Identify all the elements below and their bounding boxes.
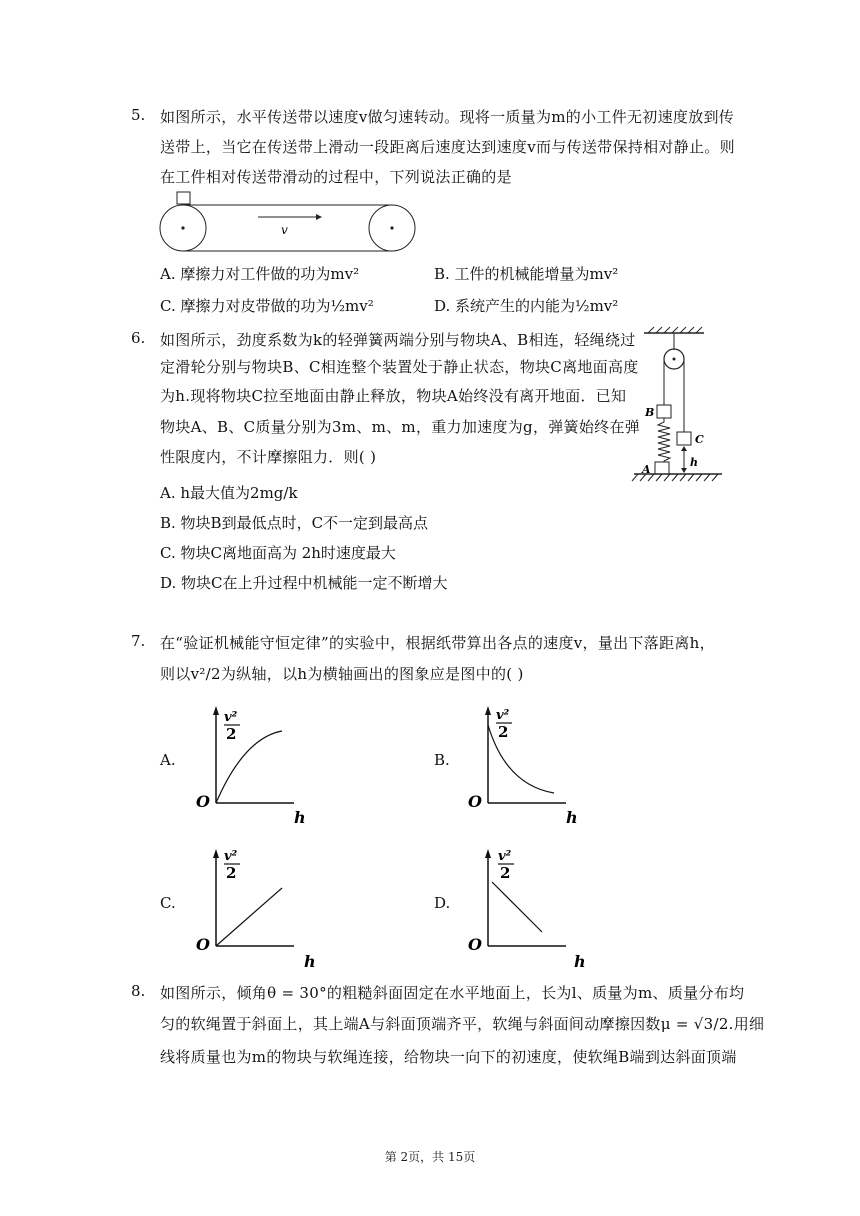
block-c [677, 432, 691, 445]
q6-option-b: B. 物块B到最低点时，C不一定到最高点 [160, 514, 429, 532]
q6-number: 6. [131, 329, 146, 347]
q5-number: 5. [131, 106, 146, 124]
svg-text:v²: v² [224, 710, 238, 725]
q7-graph-c-label: C. [160, 894, 176, 912]
svg-text:2: 2 [226, 725, 237, 743]
svg-text:v²: v² [498, 849, 512, 864]
q7-line-2: 则以v²/2为纵轴，以h为横轴画出的图象应是图中的( ) [160, 665, 524, 683]
q8-number: 8. [131, 982, 146, 1000]
block-b [657, 405, 671, 418]
svg-text:h: h [690, 456, 698, 469]
q5-option-b: B. 工件的机械能增量为mv² [434, 265, 619, 283]
q5-option-a: A. 摩擦力对工件做的功为mv² [160, 265, 360, 283]
q5-option-d: D. 系统产生的内能为½mv² [434, 297, 619, 315]
svg-text:h: h [294, 808, 306, 827]
q6-line-3: 为h.现将物块C拉至地面由静止释放，物块A始终没有离开地面．已知 [160, 387, 627, 405]
q6-option-c: C. 物块C离地面高为 2h时速度最大 [160, 544, 396, 562]
line-linear-rising [216, 888, 282, 946]
svg-text:O: O [196, 792, 210, 811]
line-linear-falling [492, 882, 542, 932]
svg-text:v²: v² [224, 849, 238, 864]
pulley-spring-figure [632, 326, 724, 490]
q7-line-1: 在“验证机械能守恒定律”的实验中，根据纸带算出各点的速度v，量出下落距离h， [160, 634, 715, 652]
svg-text:C: C [695, 433, 704, 446]
q8-line-2: 匀的软绳置于斜面上，其上端A与斜面顶端齐平，软绳与斜面间动摩擦因数μ = √3/2.用细 [160, 1015, 765, 1033]
svg-text:A: A [642, 463, 651, 476]
svg-text:B: B [645, 406, 655, 419]
svg-text:2: 2 [500, 864, 511, 882]
page-footer: 第 2页，共 15页 [384, 1150, 476, 1164]
svg-text:h: h [566, 808, 578, 827]
q7-graph-b-label: B. [434, 751, 450, 769]
svg-text:2: 2 [498, 723, 509, 741]
velocity-label: v [281, 223, 288, 237]
q6-option-d: D. 物块C在上升过程中机械能一定不断增大 [160, 574, 448, 592]
graph-d [466, 846, 592, 972]
q5-option-c: C. 摩擦力对皮带做的功为½mv² [160, 297, 374, 315]
q8-line-3: 线将质量也为m的物块与软绳连接，给物块一向下的初速度，使软绳B端到达斜面顶端 [160, 1048, 737, 1066]
q7-number: 7. [131, 632, 146, 650]
q6-line-1: 如图所示，劲度系数为k的轻弹簧两端分别与物块A、B相连，轻绳绕过 [160, 331, 636, 349]
graph-b [466, 703, 582, 827]
q8-line-1: 如图所示，倾角θ = 30°的粗糙斜面固定在水平地面上，长为l、质量为m、质量分布均 [160, 984, 745, 1002]
spring [658, 418, 670, 462]
q5-line-2: 送带上，当它在传送带上滑动一段距离后速度达到速度v而与传送带保持相对静止。则 [160, 138, 735, 156]
q7-graph-a-label: A. [160, 751, 176, 769]
svg-text:h: h [304, 952, 316, 971]
graph-a [194, 703, 304, 827]
q6-line-4: 物块A、B、C质量分别为3m、m、m，重力加速度为g，弹簧始终在弹 [160, 418, 641, 436]
svg-text:O: O [468, 792, 482, 811]
svg-text:h: h [574, 952, 586, 971]
q6-option-a: A. h最大值为2mg/k [160, 484, 298, 502]
q7-graph-d-label: D. [434, 894, 451, 912]
svg-text:2: 2 [226, 864, 237, 882]
svg-text:O: O [196, 935, 210, 954]
workpiece-block [177, 192, 190, 204]
q6-line-2: 定滑轮分别与物块B、C相连整个装置处于静止状态，物块C离地面高度 [160, 358, 639, 376]
svg-text:O: O [468, 935, 482, 954]
conveyor-belt-figure [158, 190, 420, 256]
q5-line-1: 如图所示，水平传送带以速度v做匀速转动。现将一质量为m的小工件无初速度放到传 [160, 108, 735, 126]
q6-line-5: 性限度内，不计摩擦阻力．则( ) [160, 448, 377, 466]
svg-text:v²: v² [496, 708, 510, 723]
graph-c [194, 846, 320, 972]
q5-line-3: 在工件相对传送带滑动的过程中，下列说法正确的是 [160, 168, 512, 186]
block-a [655, 462, 669, 474]
